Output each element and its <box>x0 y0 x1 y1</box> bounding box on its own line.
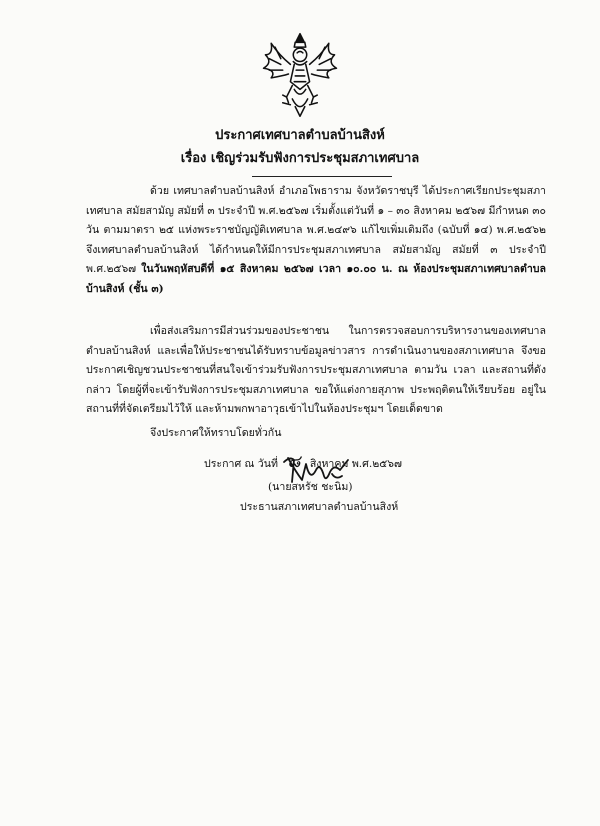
garuda-emblem-icon <box>252 26 348 122</box>
title-divider <box>252 176 392 177</box>
closing-statement: จึงประกาศให้ทราบโดยทั่วกัน <box>150 427 282 439</box>
announcement-subject: เรื่อง เชิญร่วมรับฟังการประชุมสภาเทศบาล <box>180 151 420 166</box>
date-day: ๘ <box>287 452 301 472</box>
paragraph-convening-text: ด้วย เทศบาลตำบลบ้านสิงห์ อำเภอโพธาราม จังหวัดราชบุรี ได้ประกาศเรียกประชุมสภาเทศบาล สมัยสามัญ สมัยที่ ๓ ประจำปี พ.ศ.๒๕๖๗ เริ่มตั้งแต่วันที่ ๑ – ๓๐ สิงหาคม ๒๕๖๗ มีกำหนด ๓๐ วัน ตามมาตรา ๒๕ แห่งพระราชบัญญัติเทศบาล พ.ศ.๒๔๙๖ แก้ไขเพิ่มเติมถึง (ฉบับที่ ๑๔) พ.ศ.๒๕๖๒ จึงเทศบาลตำบลบ้านสิงห์ ได้กำหนดให้มีการประชุมสภาเทศบาล สมัยสามัญ สมัยที่ ๓ ประจำปี พ.ศ.๒๕๖๗ <box>86 185 546 275</box>
paragraph-convening <box>86 182 546 299</box>
announcement-heading: ประกาศเทศบาลตำบลบ้านสิงห์ <box>215 128 385 143</box>
date-prefix: ประกาศ ณ วันที่ <box>204 458 278 470</box>
meeting-date-place: ในวันพฤหัสบดีที่ ๑๕ สิงหาคม ๒๕๖๗ เวลา ๑๐.๐๐ น. ณ ห้องประชุมสภาเทศบาลตำบลบ้านสิงห์ (ชั้น ๓) <box>86 263 546 295</box>
signer-title: ประธานสภาเทศบาลตำบลบ้านสิงห์ <box>240 501 399 513</box>
date-suffix: สิงหาคม พ.ศ.๒๕๖๗ <box>309 458 402 470</box>
signer-name: (นายสหรัช ชะนิม) <box>268 481 353 493</box>
paragraph-invitation: เพื่อส่งเสริมการมีส่วนร่วมของประชาชน ในการตรวจสอบการบริหารงานของเทศบาลตำบลบ้านสิงห์ และเพื่อให้ประชาชนได้รับทราบข้อมูลข่าวสาร การดำเนินงานของสภาเทศบาล จึงขอประกาศเชิญชวนประชาชนที่สนใจเข้าร่วมรับฟังการประชุมสภาเทศบาล ตามวัน เวลา และสถานที่ดังกล่าว โดยผู้ที่จะเข้ารับฟังการประชุมสภาเทศบาล ขอให้แต่งกายสุภาพ ประพฤติตนให้เรียบร้อย อยู่ในสถานที่ที่จัดเตรียมไว้ให้ และห้ามพกพาอาวุธเข้าไปในห้องประชุมฯ โดยเด็ดขาด <box>86 325 546 415</box>
